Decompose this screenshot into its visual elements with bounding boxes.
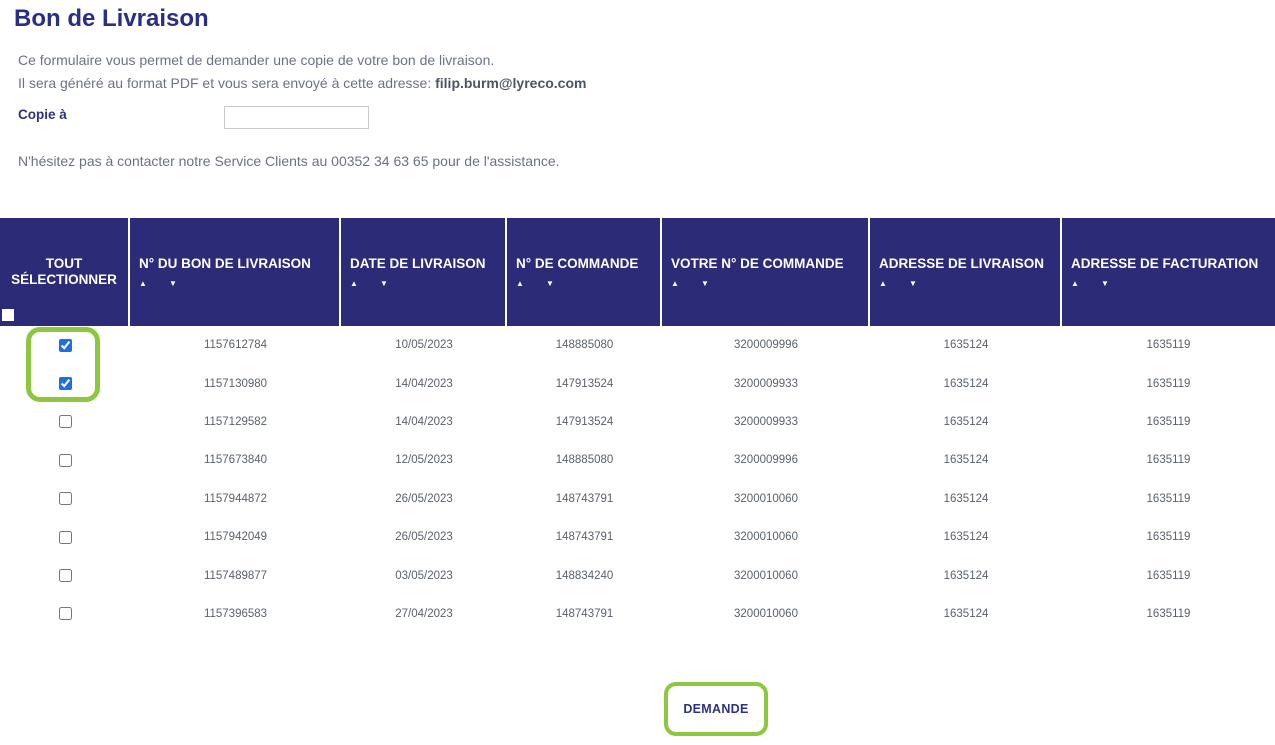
column-header-delivery-date[interactable] bbox=[341, 218, 507, 326]
sort-controls bbox=[139, 279, 335, 288]
sort-asc-icon[interactable]: ▲ bbox=[1071, 278, 1079, 288]
table-row bbox=[0, 326, 1275, 364]
cell-billing-address: 1635119 bbox=[1146, 569, 1191, 582]
cell-delivery-address: 1635124 bbox=[943, 531, 989, 544]
cell-delivery-note-no: 1157612784 bbox=[203, 339, 268, 352]
cell-delivery-date: 03/05/2023 bbox=[395, 569, 453, 582]
cell-delivery-date: 26/05/2023 bbox=[395, 492, 453, 505]
sort-controls bbox=[1071, 279, 1271, 288]
table-row bbox=[0, 556, 1275, 594]
cell-delivery-note-no: 1157396583 bbox=[203, 607, 268, 620]
row-select-cell bbox=[0, 364, 130, 402]
cell-delivery-address: 1635124 bbox=[943, 377, 989, 390]
copy-to-input[interactable] bbox=[224, 106, 369, 129]
cell-delivery-date: 14/04/2023 bbox=[395, 377, 453, 390]
cell-delivery-address: 1635124 bbox=[943, 492, 989, 505]
intro-text: Ce formulaire vous permet de demander une copie de votre bon de livraison. bbox=[18, 52, 495, 68]
cell-delivery-note-no: 1157489877 bbox=[203, 569, 268, 582]
row-select-cell bbox=[0, 480, 130, 518]
help-text: N'hésitez pas à contacter notre Service Clients au 00352 34 63 65 pour de l'assistance. bbox=[18, 153, 560, 169]
cell-your-order-no: 3200010060 bbox=[734, 607, 798, 620]
cell-delivery-address: 1635124 bbox=[943, 454, 989, 467]
cell-order-no: 148743791 bbox=[555, 531, 614, 544]
sort-controls bbox=[516, 279, 656, 288]
cell-order-no: 148834240 bbox=[555, 569, 614, 582]
column-header-label: N° DE COMMANDE bbox=[516, 255, 639, 271]
cell-delivery-date: 12/05/2023 bbox=[395, 454, 453, 467]
column-header-order-no[interactable] bbox=[507, 218, 662, 326]
table-row bbox=[0, 518, 1275, 556]
row-select-cell bbox=[0, 441, 130, 479]
sort-controls bbox=[879, 279, 1056, 288]
cell-order-no: 148885080 bbox=[555, 339, 614, 352]
row-select-cell bbox=[0, 556, 130, 594]
cell-your-order-no: 3200010060 bbox=[734, 531, 798, 544]
demande-button[interactable]: DEMANDE bbox=[671, 690, 761, 728]
row-checkbox[interactable] bbox=[59, 607, 72, 620]
cell-delivery-note-no: 1157944872 bbox=[203, 492, 268, 505]
row-select-cell bbox=[0, 518, 130, 556]
row-checkbox[interactable] bbox=[59, 415, 72, 428]
sort-asc-icon[interactable]: ▲ bbox=[671, 278, 679, 288]
cell-billing-address: 1635119 bbox=[1146, 531, 1191, 544]
row-checkbox[interactable] bbox=[59, 531, 72, 544]
table-row bbox=[0, 441, 1275, 479]
sort-controls bbox=[350, 279, 501, 288]
table-row bbox=[0, 403, 1275, 441]
table-body bbox=[0, 326, 1275, 633]
sort-desc-icon[interactable]: ▼ bbox=[546, 278, 554, 288]
page-title: Bon de Livraison bbox=[14, 5, 209, 32]
cell-billing-address: 1635119 bbox=[1146, 607, 1191, 620]
cell-delivery-note-no: 1157942049 bbox=[203, 531, 268, 544]
column-header-label: DATE DE LIVRAISON bbox=[350, 255, 486, 271]
sort-desc-icon[interactable]: ▼ bbox=[1101, 278, 1109, 288]
sort-controls bbox=[671, 279, 864, 288]
cell-order-no: 148743791 bbox=[555, 492, 614, 505]
cell-your-order-no: 3200009933 bbox=[734, 377, 798, 390]
recipient-email: filip.burm@lyreco.com bbox=[435, 75, 587, 91]
cell-billing-address: 1635119 bbox=[1146, 415, 1191, 428]
column-header-delivery-note-no[interactable] bbox=[130, 218, 341, 326]
column-header-select-all bbox=[0, 218, 130, 326]
select-all-checkbox[interactable] bbox=[2, 309, 14, 321]
cell-your-order-no: 3200009996 bbox=[734, 339, 798, 352]
sort-desc-icon[interactable]: ▼ bbox=[380, 278, 388, 288]
column-header-your-order-no[interactable] bbox=[662, 218, 870, 326]
sort-asc-icon[interactable]: ▲ bbox=[516, 278, 524, 288]
copy-to-label: Copie à bbox=[18, 107, 67, 122]
cell-billing-address: 1635119 bbox=[1146, 454, 1191, 467]
row-select-cell bbox=[0, 326, 130, 364]
intro-text-2-prefix: Il sera généré au format PDF et vous sera envoyé à cette adresse: bbox=[18, 75, 436, 91]
sort-desc-icon[interactable]: ▼ bbox=[909, 278, 917, 288]
table-row bbox=[0, 480, 1275, 518]
cell-delivery-date: 27/04/2023 bbox=[395, 607, 453, 620]
row-checkbox[interactable] bbox=[59, 377, 72, 390]
cell-delivery-address: 1635124 bbox=[943, 415, 989, 428]
column-header-label: VOTRE N° DE COMMANDE bbox=[671, 255, 844, 271]
cell-your-order-no: 3200009933 bbox=[734, 415, 798, 428]
cell-order-no: 148743791 bbox=[555, 607, 614, 620]
cell-order-no: 147913524 bbox=[555, 377, 614, 390]
table-row bbox=[0, 595, 1275, 633]
cell-delivery-date: 26/05/2023 bbox=[395, 531, 453, 544]
column-header-delivery-address[interactable] bbox=[870, 218, 1062, 326]
cell-delivery-date: 10/05/2023 bbox=[395, 339, 453, 352]
sort-asc-icon[interactable]: ▲ bbox=[139, 278, 147, 288]
sort-desc-icon[interactable]: ▼ bbox=[701, 278, 709, 288]
cell-billing-address: 1635119 bbox=[1146, 377, 1191, 390]
cell-order-no: 147913524 bbox=[555, 415, 614, 428]
sort-desc-icon[interactable]: ▼ bbox=[169, 278, 177, 288]
cell-delivery-note-no: 1157673840 bbox=[203, 454, 268, 467]
row-select-cell bbox=[0, 595, 130, 633]
sort-asc-icon[interactable]: ▲ bbox=[350, 278, 358, 288]
row-select-cell bbox=[0, 403, 130, 441]
column-header-label: N° DU BON DE LIVRAISON bbox=[139, 255, 311, 271]
cell-your-order-no: 3200010060 bbox=[734, 492, 798, 505]
cell-delivery-address: 1635124 bbox=[943, 607, 989, 620]
cell-billing-address: 1635119 bbox=[1146, 339, 1191, 352]
table-header-row bbox=[0, 218, 1275, 326]
cell-delivery-address: 1635124 bbox=[943, 339, 989, 352]
cell-your-order-no: 3200010060 bbox=[734, 569, 798, 582]
column-header-billing-address[interactable] bbox=[1062, 218, 1275, 326]
cell-delivery-date: 14/04/2023 bbox=[395, 415, 453, 428]
row-checkbox[interactable] bbox=[59, 569, 72, 582]
table-row bbox=[0, 364, 1275, 402]
cell-delivery-note-no: 1157130980 bbox=[203, 377, 268, 390]
cell-order-no: 148885080 bbox=[555, 454, 614, 467]
row-checkbox[interactable] bbox=[59, 454, 72, 467]
cell-delivery-address: 1635124 bbox=[943, 569, 989, 582]
delivery-notes-table bbox=[0, 218, 1275, 633]
cell-your-order-no: 3200009996 bbox=[734, 454, 798, 467]
row-checkbox[interactable] bbox=[59, 339, 72, 352]
sort-asc-icon[interactable]: ▲ bbox=[879, 278, 887, 288]
row-checkbox[interactable] bbox=[59, 492, 72, 505]
column-header-label: ADRESSE DE LIVRAISON bbox=[879, 255, 1045, 271]
column-header-label: ADRESSE DE FACTURATION bbox=[1071, 255, 1259, 271]
intro-text-2 bbox=[18, 75, 586, 91]
column-header-label: TOUT SÉLECTIONNER bbox=[11, 256, 117, 287]
cell-billing-address: 1635119 bbox=[1146, 492, 1191, 505]
cell-delivery-note-no: 1157129582 bbox=[203, 415, 268, 428]
